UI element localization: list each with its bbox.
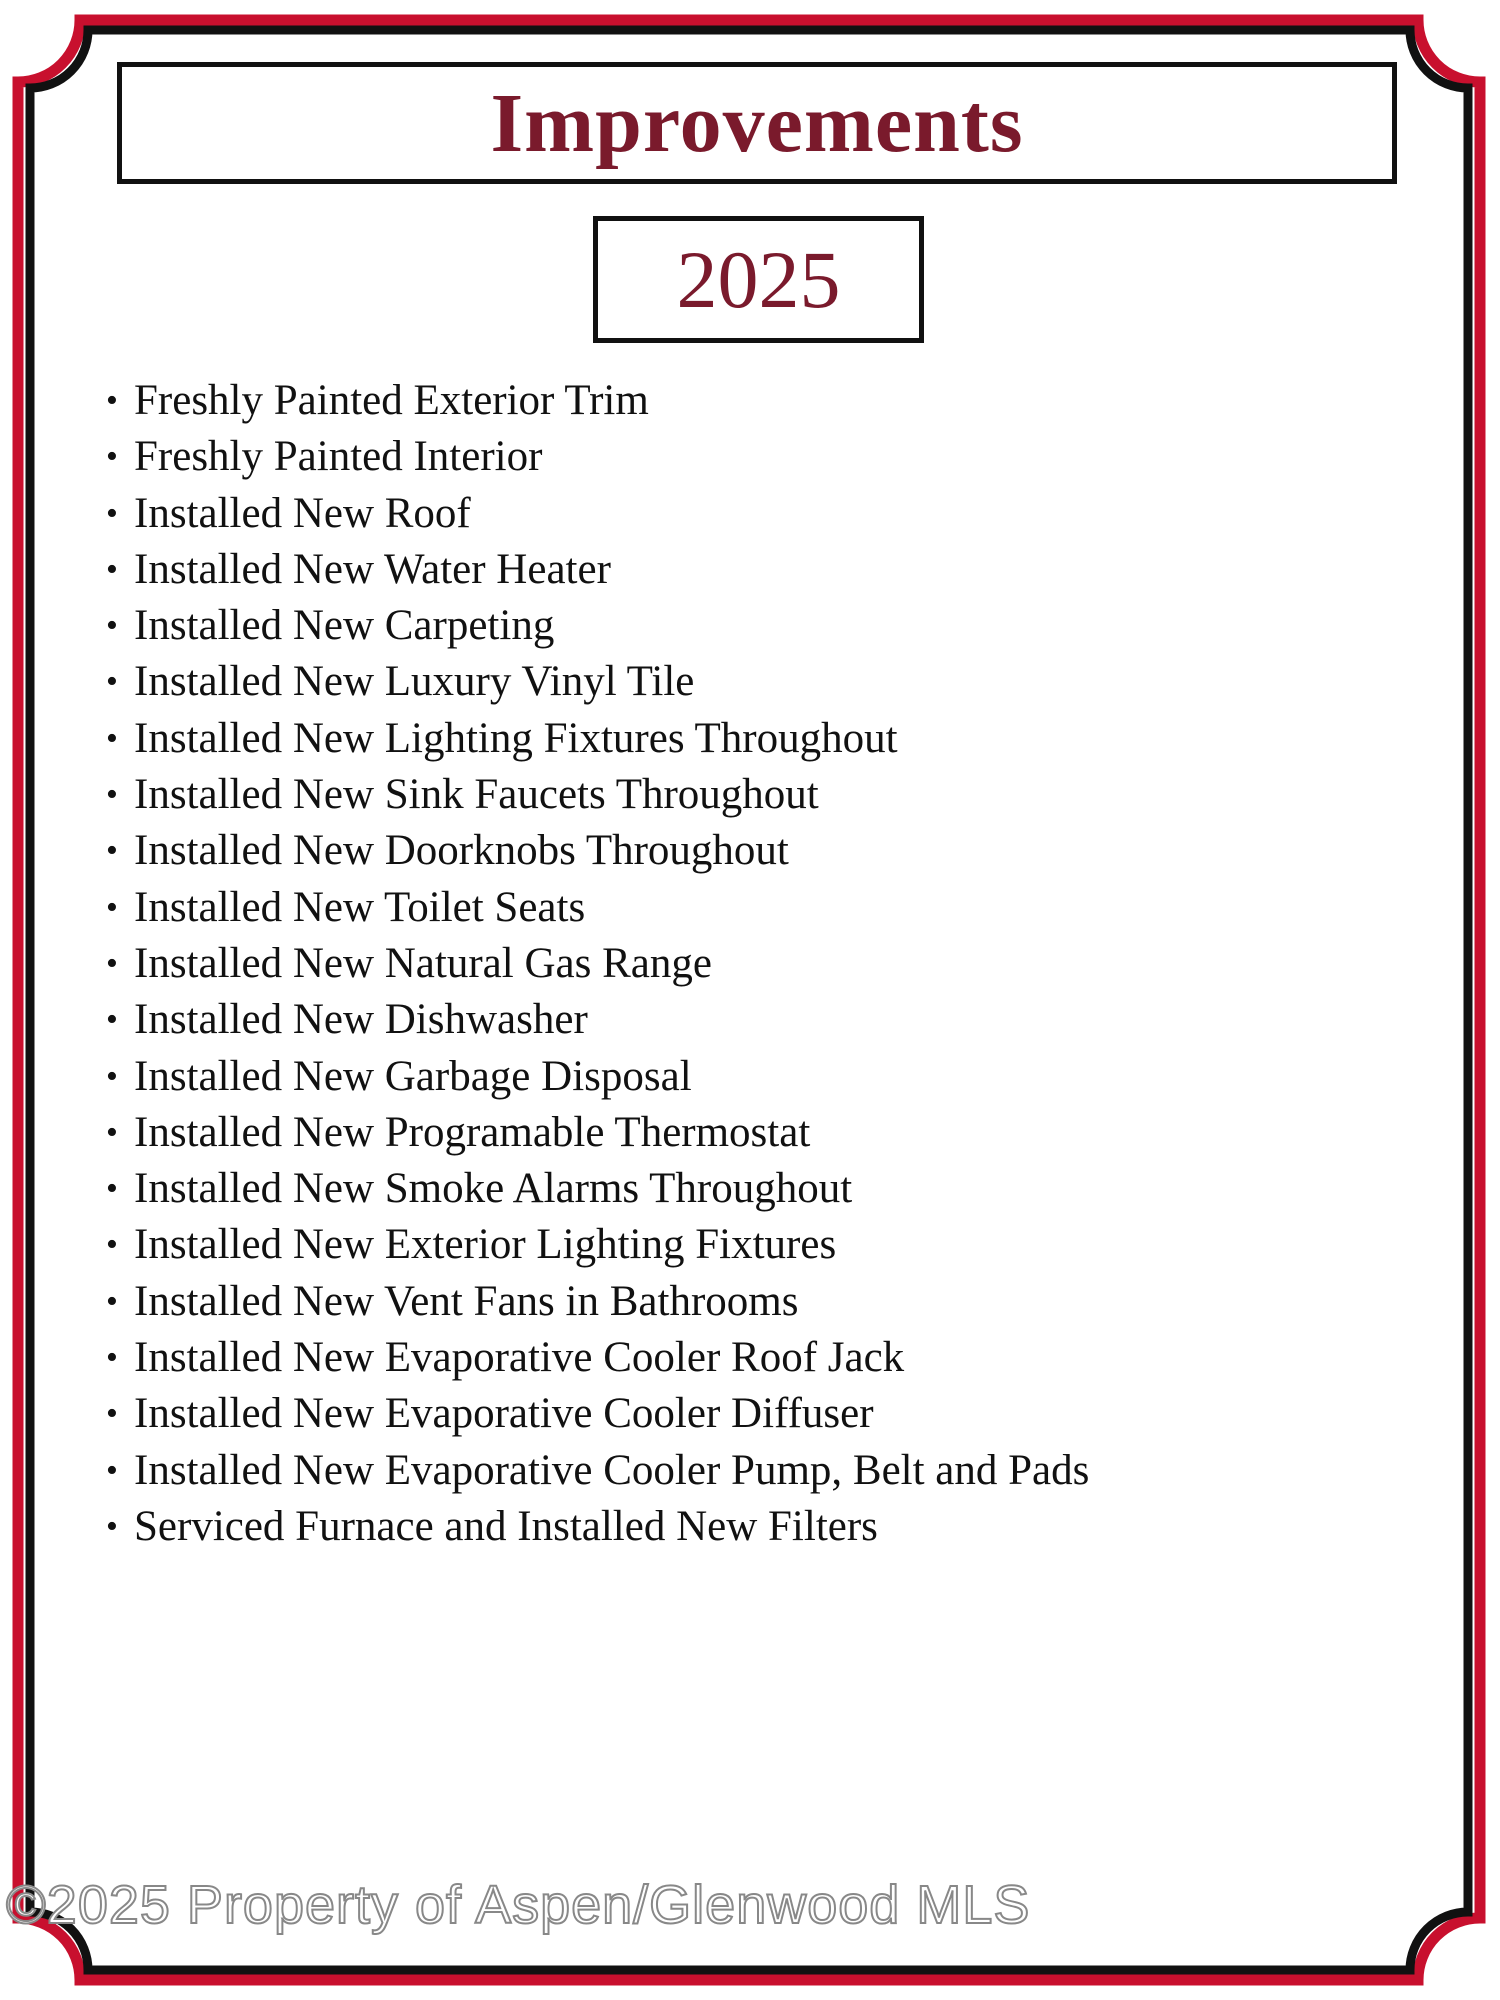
list-item: • Installed New Sink Faucets Throughout: [106, 767, 1089, 823]
list-item: • Installed New Exterior Lighting Fixtures: [106, 1217, 1089, 1273]
bullet-icon: •: [106, 1057, 118, 1095]
list-item: • Installed New Luxury Vinyl Tile: [106, 654, 1089, 710]
improvements-list: [106, 373, 1089, 1555]
list-item: • Installed New Dishwasher: [106, 992, 1089, 1048]
list-item: • Installed New Toilet Seats: [106, 880, 1089, 936]
list-item: • Installed New Evaporative Cooler Diffuser: [106, 1386, 1089, 1442]
bullet-icon: •: [106, 832, 118, 870]
list-item: • Installed New Evaporative Cooler Pump, Belt and Pads: [106, 1443, 1089, 1499]
bullet-icon: •: [106, 607, 118, 645]
list-item: • Installed New Vent Fans in Bathrooms: [106, 1274, 1089, 1330]
list-item: • Installed New Lighting Fixtures Throughout: [106, 711, 1089, 767]
bullet-icon: •: [106, 550, 118, 588]
title-box: [117, 62, 1397, 184]
year-box: [593, 216, 924, 343]
copyright-watermark: ©2025 Property of Aspen/Glenwood MLS: [6, 1875, 1031, 1935]
list-item: • Installed New Smoke Alarms Throughout: [106, 1161, 1089, 1217]
bullet-icon: •: [106, 494, 118, 532]
page-title: Improvements: [490, 76, 1024, 170]
list-item: • Serviced Furnace and Installed New Filters: [106, 1499, 1089, 1555]
bullet-icon: •: [106, 1001, 118, 1039]
bullet-icon: •: [106, 776, 118, 814]
list-item: • Installed New Roof: [106, 486, 1089, 542]
list-item: • Installed New Evaporative Cooler Roof Jack: [106, 1330, 1089, 1386]
list-item: • Installed New Water Heater: [106, 542, 1089, 598]
bullet-icon: •: [106, 1451, 118, 1489]
bullet-icon: •: [106, 1507, 118, 1545]
bullet-icon: •: [106, 382, 118, 419]
year-label: 2025: [676, 233, 841, 325]
list-item: • Installed New Garbage Disposal: [106, 1049, 1089, 1105]
bullet-icon: •: [106, 888, 118, 926]
bullet-icon: •: [106, 719, 118, 757]
bullet-icon: •: [106, 1339, 118, 1377]
bullet-icon: •: [106, 1226, 118, 1264]
bullet-icon: •: [106, 1170, 118, 1208]
bullet-icon: •: [106, 1113, 118, 1151]
list-item: • Installed New Carpeting: [106, 598, 1089, 654]
list-item: • Installed New Programable Thermostat: [106, 1105, 1089, 1161]
bullet-icon: •: [106, 663, 118, 701]
bullet-icon: •: [106, 438, 118, 476]
list-item: • Installed New Doorknobs Throughout: [106, 823, 1089, 879]
list-item: • Freshly Painted Interior: [106, 429, 1089, 485]
bullet-icon: •: [106, 1282, 118, 1320]
list-item: • Installed New Natural Gas Range: [106, 936, 1089, 992]
bullet-icon: •: [106, 944, 118, 982]
list-item: • Freshly Painted Exterior Trim: [106, 373, 1089, 429]
bullet-icon: •: [106, 1395, 118, 1433]
